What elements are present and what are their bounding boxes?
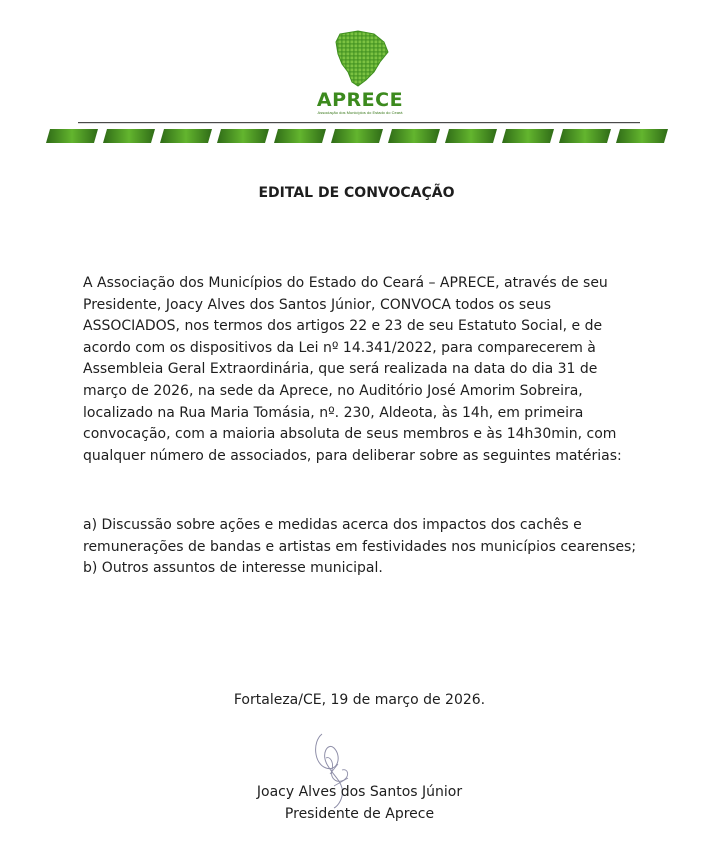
convocation-paragraph [83,273,645,467]
agenda-item-a: a) Discussão sobre ações e medidas acerca dos impactos dos cachês e remunerações de bandas e artistas em festividades nos municípios cearenses; [83,517,637,555]
banner-segment [388,129,440,143]
banner-segment [160,129,212,143]
banner-segment [46,129,98,143]
banner-segment [331,129,383,143]
document-title: EDITAL DE CONVOCAÇÃO [258,185,455,201]
logo-subtitle: Associação dos Municípios do Estado do Ceará [317,110,403,115]
aprece-logo [310,28,410,122]
place-date: Fortaleza/CE, 19 de março de 2026. [233,692,486,708]
signer-name: Joacy Alves dos Santos Júnior [256,784,463,800]
logo-name: APRECE [316,89,404,111]
agenda-item-b: b) Outros assuntos de interesse municipal. [83,560,383,577]
signer-role: Presidente de Aprece [284,806,435,822]
banner-segment [616,129,668,143]
banner-segment [274,129,326,143]
header-banner [46,122,672,144]
banner-segment [445,129,497,143]
banner-segment [502,129,554,143]
banner-segment [217,129,269,143]
banner-segment [559,129,611,143]
signer-block [0,781,713,825]
ceara-map-icon [310,28,410,90]
paragraph-text: A Associação dos Municípios do Estado do Ceará – APRECE, através de seu Presidente, Joacy Alves dos Santos Júnior, CONVOCA todos os seus ASSOCIADOS, nos termos dos artigos 22 e 23 de seu Estatuto Social, e de acordo com os dispositivos da Lei nº 14.341/2022, para comparecerem à Assembleia Geral Extraordinária, que será realizada na data do dia 31 de março de 2026, na sede da Aprece, no Auditório José Amorim Sobreira, localizado na Rua Maria Tomásia, nº. 230, Aldeota, às 14h, em primeira convocação, com a maioria absoluta de seus membros e às 14h30min, com qualquer número de associados, para deliberar sobre as seguintes matérias: [83,275,622,464]
agenda-items [83,515,645,580]
banner-segment [103,129,155,143]
